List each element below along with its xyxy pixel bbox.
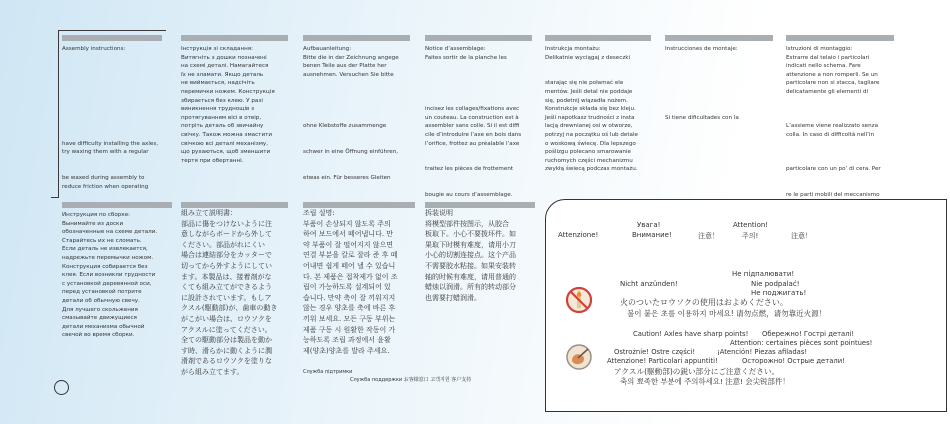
instructions-uk: Інструкція зі складання: Витягніть з дошки позначені на схемі деталі. Намагайтеся їх не зламати. Якщо деталь не виймається, надсічіть перемички ножем. Конструкція збирається без клею. У разі виникнення труднощів з протягуванням вісі в отвір, потріть деталь об звичайну свічку. Також можна змастити свічкою всі деталі механізму, що рухаються, щоб зменшити тертя при обертанні.	[181, 46, 275, 164]
attention-zh: 注意！	[791, 232, 812, 240]
attention-ru: Внимание!	[632, 231, 672, 239]
no-fire-icon	[565, 286, 593, 314]
sharp-warning-pl: Ostrożnie! Ostre części!	[614, 348, 696, 356]
header-bar	[425, 35, 532, 41]
instructions-ja: 組み立て説明書： 部品に傷をつけないように注 意しながらボードから外して ください。部品がれにくい 場合は連結部分をカッターで 切ってから外すようにしてい ます。本製品は、接着剤がな くても組み立てができるよう に設計されています。もしア クスル(駆動部)が、歯車の動き がこがい場合は、ロウソクを アクスルに塗ってください。 全ての駆動部分は製品を動か す時、滑らかに動くように潤 滑剤であるロウソクを塗りな がら組み立てます。	[181, 209, 278, 376]
sharp-warning-fr: Attention: certaines pièces sont pointues!	[730, 339, 873, 347]
attention-it: Attenzione!	[558, 231, 599, 239]
instructions-ru: Инструкция по сборке: Вынимайте из доски обозначенные на схеме детали. Старайтесь их не сломать. Если деталь не извлекается, надрежьте перемычки ножом. Конструкция собирается без клея. Если возникли трудности с установкой деревянной оси, перед установкой потрите детали об обычную свечу. Для лучшего скольжения смазывайте движущиеся детали механизма обычной свечой во время сборки.	[62, 212, 158, 339]
attention-uk: Увага!	[637, 221, 661, 229]
header-bar	[545, 35, 651, 41]
page-marker-circle-icon	[54, 380, 69, 395]
fire-warning-de: Nicht anzünden!	[620, 280, 678, 288]
attention-ja: 注意！	[698, 232, 719, 240]
sharp-warning-ko-zh: 축의 뾰족한 부분에 주의하세요! 注意! 会尖锐部件！	[620, 377, 790, 386]
sharp-warning-ja: アクスル(駆動部)の鋭い部分にご注意ください。	[614, 367, 780, 376]
header-bar	[181, 35, 288, 41]
sharp-warning-it: Attenzione! Particolari appuntiti!	[607, 357, 718, 365]
instructions-en: Assembly instructions: have difficulty installing the axles, try waxing them with a regular be waxed during assembly to reduce friction when operating	[62, 46, 159, 190]
instructions-pl: Instrukcja montażu: Delikatnie wyciągaj z deseczki starając się nie połamać ele mentów. Jeśli detal nie poddaje się, podetnij wiązadła nożem. Konstrukcje składa się bez kleju. Jeśli napotkasz trudności z insta lacją drewnianej osi w otworze, potrzyj na początku oś lub detale o woskową świecę. Dla lepszego poślizgu polecano smarowanie ruchomych części mechanizmu zwykłą świecą podczas montażu.	[545, 46, 638, 173]
instructions-zh: 拆装说明 将模型部件按图示，从胶合 板取下。小心不要拨坏件。如 果取下时模有难度，请用小刀 小心的切割连接点。这个产品 不需要胶水粘接。如果安装转 轴的时候有难度，请用普通的 蜡烛以润滑。所有的转动部分 也需要打蜡润滑。	[425, 209, 516, 302]
fire-warning-ja: 火のついたロウソクの使用はおよめください。	[620, 298, 788, 307]
sharp-point-warning-icon	[565, 343, 593, 371]
support-languages: Служба поддержки お客様窓口 고객지원 客户支持	[350, 377, 472, 383]
header-bar	[62, 35, 162, 41]
header-bar	[786, 35, 894, 41]
fire-warning-pl: Nie podpalać!	[751, 280, 800, 288]
sharp-warning-es: ¡Atención! Piezas afiladas!	[717, 348, 808, 356]
sharp-warning-uk: Обережно! Гострі деталі!	[762, 330, 855, 338]
fire-warning-ru: Не поджигать!	[751, 289, 807, 297]
header-bar	[665, 35, 773, 41]
support-label: Служба підтримки	[303, 369, 353, 375]
sharp-warning-en: Caution! Axles have sharp points!	[633, 330, 749, 338]
attention-en: Attention!	[733, 221, 769, 229]
frame-line-top	[58, 30, 166, 31]
frame-line-bottom-short	[51, 197, 59, 198]
instructions-it: Istruzioni di montaggio: Estrarre dal telaio i particolari indicati nello schema. Fare attenzione a non romperli. Se un particolare non si stacca, tagliare delicatamente gli elementi di L’assieme viene realizzato senza colla. In caso di difficoltà nell’in particolare con un po’ di cera. Per re le parti mobili del meccanismo	[786, 46, 881, 199]
frame-line-left	[58, 30, 59, 197]
header-bar	[62, 202, 172, 208]
fire-warning-ko-zh: 불이 붙은 초를 이용하지 마세요! 请勿点燃，请勿靠近火源！	[627, 309, 827, 318]
sharp-warning-ru: Осторожно! Острые детали!	[742, 357, 845, 365]
instructions-es: Instrucciones de montaje: Si tiene dificultades con la	[665, 46, 739, 121]
instructions-ko: 조립 설명: 부품이 손상되지 않도록 주의 하여 보드에서 떼어냅니다. 만 약 부품이 잘 떨어지지 않으면 연결 부분을 칼로 잘라 준 후 떼 어내면 쉽게 떼어 낼 수 있습니 다. 본 제품은 접착제가 없이 조 립이 가능하도록 설계되어 있 습니다. 만약 축이 잘 끼워지지 않는 경우 양초를 축에 바른 후 끼워 보세요. 모든 구동 부위는 제품 구동 시 원활한 작동이 가 능하도록 조립 과정에서 윤활 제(양초)양초를 발라 주세요.	[303, 209, 398, 355]
warning-box	[545, 199, 947, 412]
header-bar	[303, 35, 410, 41]
instructions-de: Aufbauanleitung: Bitte die in der Zeichnung angege benen Teile aus der Platte her ausnehmen. Versuchen Sie bitte ohne Klebstoffe zusammenge schwer in eine Öffnung einführen, etwas ein. Für besseres Gleiten	[303, 46, 399, 181]
fire-warning-uk: Не підпалювати!	[732, 270, 795, 278]
instructions-fr: Notice d’assemblage: Faites sortir de la planche les incisez les collages/fixations avec un couteau. La construction est à assembler sans colle. Si il est diffi cile d’introduire l’axe en bois dans l’orifice, frottez au préalable l’axe traitez les pièces de frottement bougie au cours d’assemblage.	[425, 46, 522, 199]
attention-ko: 주의!	[742, 232, 759, 240]
